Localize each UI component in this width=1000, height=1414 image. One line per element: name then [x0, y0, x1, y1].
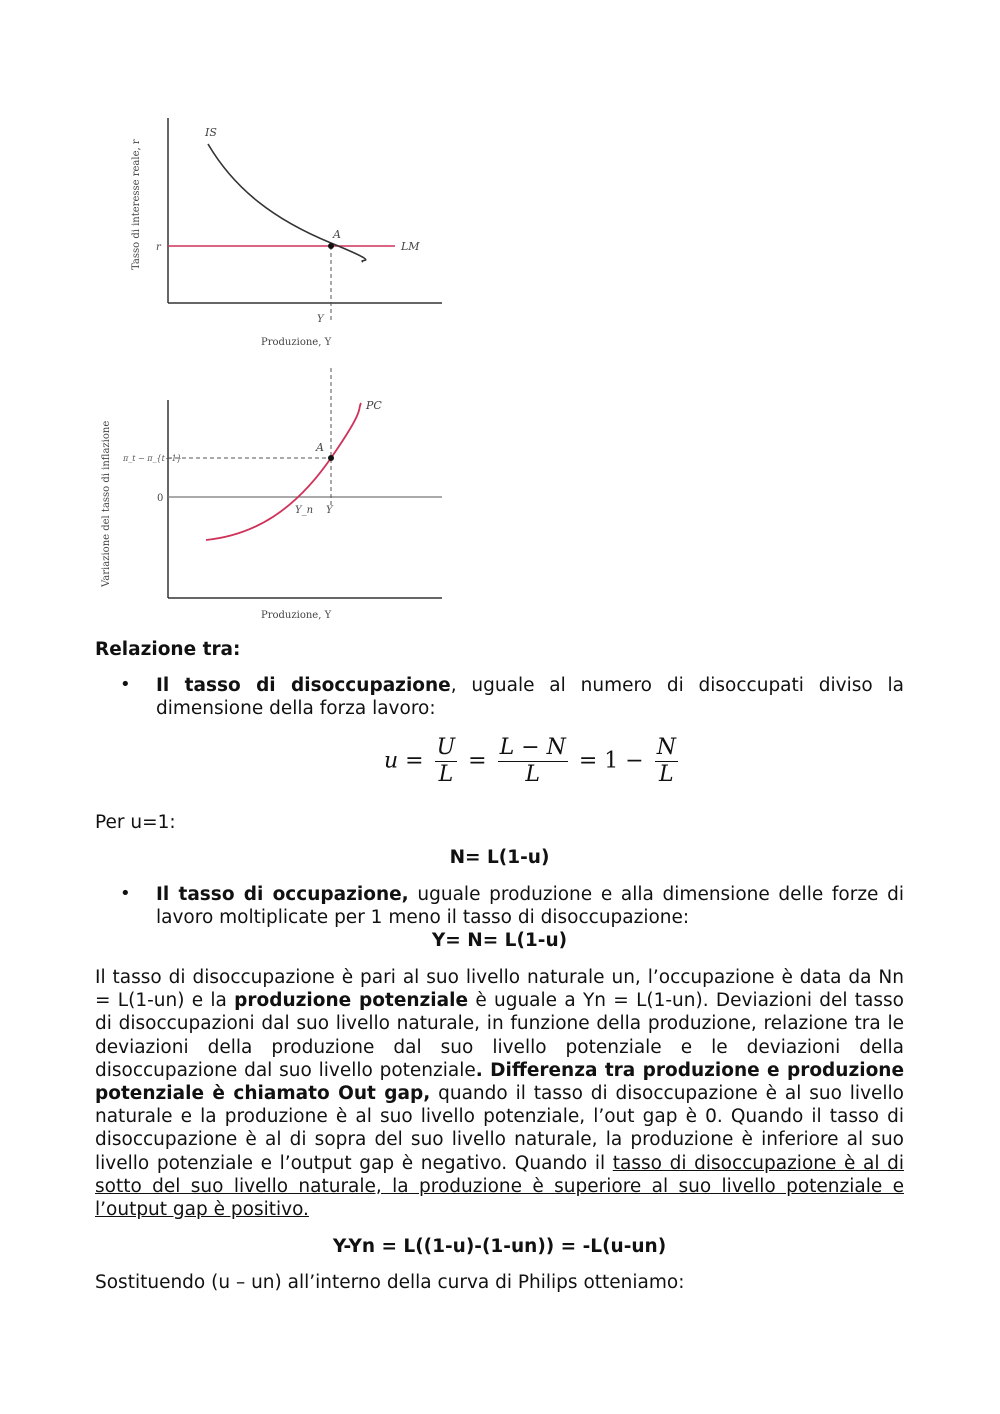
frac-den-l-2: L — [525, 762, 541, 787]
bullet-2-rest: uguale produzione e alla dimensione delle forze di lavoro moltiplicate per 1 meno il tasso di disoccupazione: — [156, 884, 905, 928]
islm-y-tick: Y — [317, 314, 324, 325]
equation-y: Y= N= L(1-u) — [431, 930, 568, 951]
paragraph-part-3: quando il tasso di disoccupazione è al suo livello naturale e la produzione è al suo livello potenziale, l’out gap è 0. Quando il tasso di disoccupazione è al di sopra del suo livello naturale, la produzione è inferiore al suo livello potenziale e l’output gap è negativo. Quando il — [95, 1083, 904, 1174]
eq-one-minus: = 1 − — [578, 748, 644, 774]
yn-tick: Y_n — [295, 505, 314, 516]
frac-num-n: N — [656, 735, 676, 760]
paragraph-bold-1: produzione potenziale — [234, 990, 469, 1012]
frac-num-u: U — [436, 735, 456, 760]
bullet-2-text — [156, 883, 904, 929]
bullet-1-rest: , uguale al numero di disoccupati diviso la dimensione della forza lavoro: — [156, 675, 904, 719]
pi-tick: π_t − π_{t−1} — [123, 454, 182, 463]
paragraph-part-2: è uguale a Yn = L(1-un). Deviazioni del tasso di disoccupazioni dal suo livello naturale, in funzione della produzione, relazione tra le deviazioni della produzione dal suo livello potenziale e le deviazioni della disoccupazione dal suo livello potenziale — [95, 990, 904, 1081]
bullet-2-marker: • — [120, 883, 131, 904]
is-label: IS — [205, 126, 217, 139]
frac-u-over-l — [435, 735, 458, 788]
section-heading: Relazione tra: — [95, 639, 241, 660]
eq-equals-1: = — [405, 748, 424, 774]
bullet-2-bold: Il tasso di occupazione, — [156, 884, 409, 905]
main-paragraph — [95, 966, 904, 1221]
islm-point-a — [328, 243, 334, 249]
eq-equals-2: = — [468, 748, 487, 774]
frac-ln-over-l — [498, 735, 568, 788]
eq-u: u — [384, 748, 399, 774]
pc-label: PC — [366, 399, 382, 412]
pc-point-a — [328, 455, 334, 461]
pc-y-tick: Y — [326, 505, 333, 516]
equation-output-gap: Y-Yn = L((1-u)-(1-un)) = -L(u-un) — [332, 1236, 667, 1257]
zero-tick: 0 — [157, 493, 164, 504]
unemployment-equation — [384, 735, 682, 788]
frac-den-l-1: L — [438, 762, 454, 787]
paragraph-bold-2: . Differenza tra produzione e produzione potenziale è chiamato Out gap, — [95, 1059, 904, 1105]
frac-den-l-3: L — [659, 762, 674, 787]
islm-x-label: Produzione, Y — [261, 337, 332, 348]
pc-point-a-label: A — [316, 441, 324, 454]
bullet-1-text — [156, 674, 904, 720]
pc-x-label: Produzione, Y — [261, 610, 332, 621]
pc-y-label: Variazione del tasso di inflazione — [101, 420, 112, 587]
bullet-1-bold: Il tasso di disoccupazione — [156, 675, 451, 696]
is-curve — [208, 144, 366, 262]
islm-point-a-label: A — [333, 228, 341, 241]
equation-n: N= L(1-u) — [449, 847, 550, 868]
paragraph-part-1: Il tasso di disoccupazione è pari al suo livello naturale un, l’occupazione è data da Nn = L(1-un) e la — [95, 967, 904, 1012]
r-tick: r — [156, 242, 161, 253]
closing-line: Sostituendo (u – un) all’interno della curva di Philips otteniamo: — [95, 1272, 685, 1293]
frac-num-ln: L − N — [499, 735, 566, 760]
paragraph-underlined: tasso di disoccupazione è al di sotto del suo livello naturale, la produzione è superiore al suo livello potenziale e l’output gap è positivo. — [95, 1152, 905, 1221]
pc-figure — [95, 365, 455, 625]
islm-y-label: Tasso di interesse reale, r — [131, 139, 142, 270]
per-u-line: Per u=1: — [95, 812, 176, 833]
pc-curve — [206, 403, 361, 540]
lm-label: LM — [401, 240, 420, 253]
islm-figure — [95, 110, 455, 360]
frac-n-over-l — [655, 735, 678, 788]
bullet-1-marker: • — [120, 674, 131, 695]
